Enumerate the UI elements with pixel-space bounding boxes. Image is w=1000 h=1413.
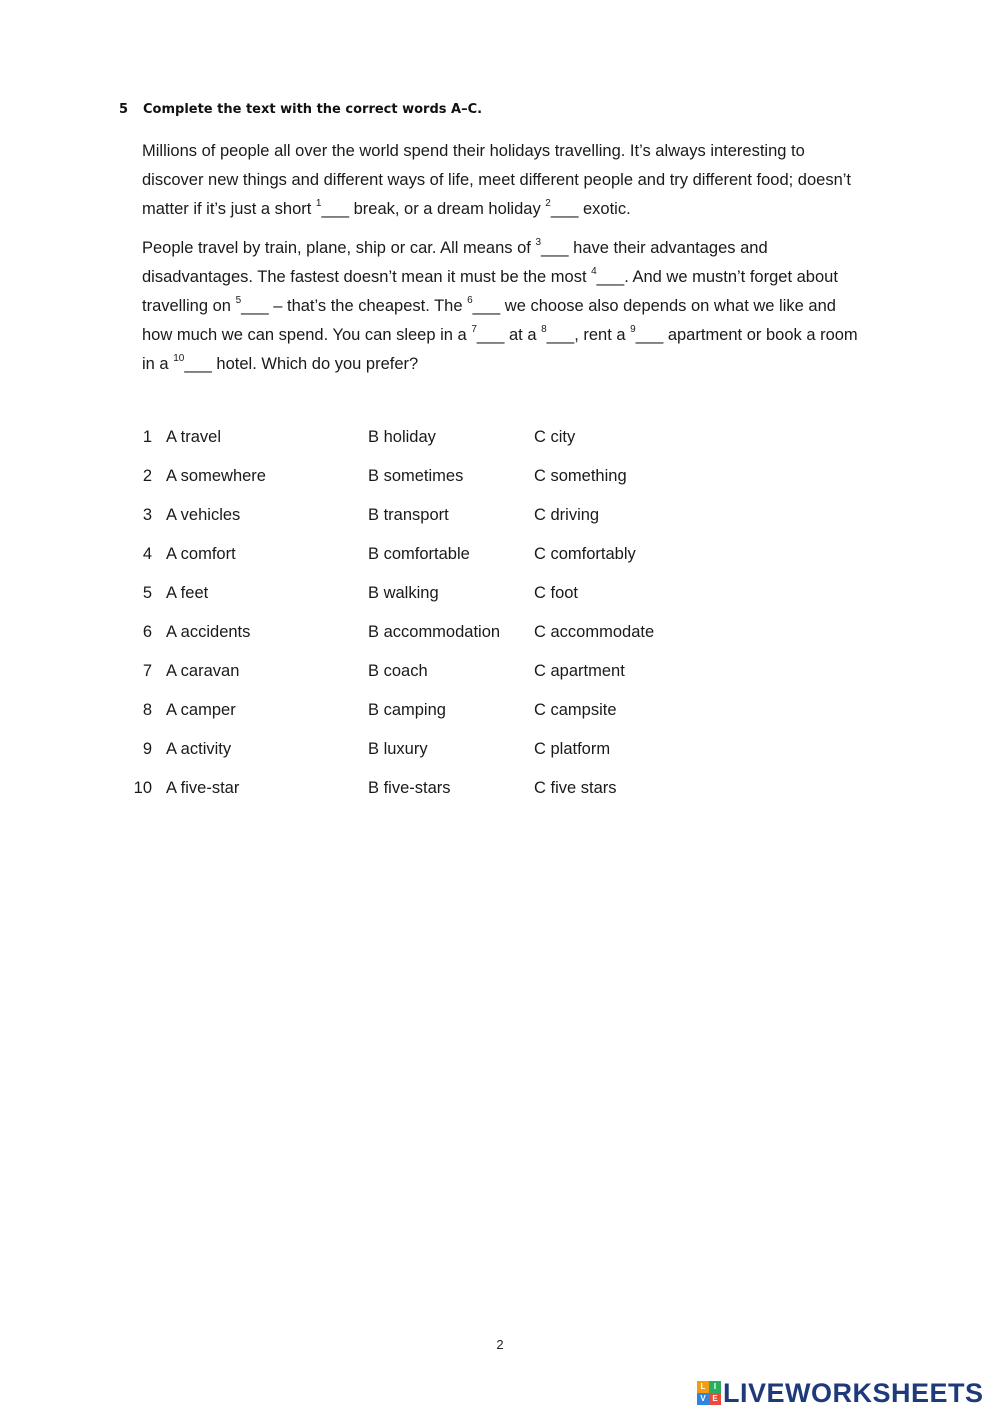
text-line — [142, 195, 902, 224]
option-c[interactable]: C driving — [534, 506, 600, 524]
option-b[interactable]: B transport — [368, 506, 449, 524]
option-a[interactable]: A activity — [166, 740, 232, 758]
text-line — [142, 292, 902, 321]
option-c[interactable]: C platform — [534, 740, 611, 758]
text-line: Millions of people all over the world spend their holidays travelling. It’s always interesting to — [142, 142, 805, 160]
question-number: 5 — [142, 584, 152, 602]
text-fragment: ___ hotel. Which do you prefer? — [184, 355, 419, 373]
option-c[interactable]: C comfortably — [534, 545, 636, 563]
text-fragment: travelling on — [142, 297, 236, 315]
logo-mark-letter: E — [709, 1393, 721, 1405]
option-c[interactable]: C accommodate — [534, 623, 655, 641]
option-b[interactable]: B luxury — [368, 740, 428, 758]
text-fragment: People travel by train, plane, ship or car. All means of — [142, 239, 536, 257]
question-number: 9 — [142, 740, 152, 758]
text-fragment: disadvantages. The fastest doesn’t mean it must be the most — [142, 268, 592, 286]
gap-number-6: 6 — [467, 294, 473, 306]
option-c[interactable]: C apartment — [534, 662, 625, 680]
text-fragment: ___ break, or a dream holiday — [321, 200, 546, 218]
text-fragment: ___, rent a — [546, 326, 631, 344]
gap-number-10: 10 — [173, 352, 185, 364]
exercise-number: 5 — [119, 102, 129, 117]
logo-text: LIVEWORKSHEETS — [723, 1377, 984, 1408]
option-a[interactable]: A vehicles — [166, 506, 241, 524]
question-number: 3 — [142, 506, 152, 524]
text-line — [142, 234, 902, 263]
gap-number-9: 9 — [630, 323, 636, 335]
text-fragment: ___ have their advantages and — [541, 239, 768, 257]
text-line — [142, 350, 902, 379]
logo-mark-letter: I — [709, 1381, 721, 1393]
option-b[interactable]: B holiday — [368, 428, 436, 446]
exercise-heading — [119, 102, 482, 117]
question-number: 1 — [142, 428, 152, 446]
liveworksheets-logo — [697, 1376, 984, 1410]
text-fragment: ___ apartment or book a room — [635, 326, 858, 344]
question-number: 10 — [133, 779, 152, 797]
option-b[interactable]: B walking — [368, 584, 439, 602]
gap-number-4: 4 — [591, 265, 597, 277]
gap-number-2: 2 — [545, 197, 551, 209]
option-a[interactable]: A accidents — [166, 623, 251, 641]
option-a[interactable]: A five-star — [166, 779, 240, 797]
option-a[interactable]: A comfort — [166, 545, 236, 563]
option-a[interactable]: A camper — [166, 701, 236, 719]
option-b[interactable]: B five-stars — [368, 779, 451, 797]
gap-number-1: 1 — [315, 197, 322, 209]
text-fragment: ___. And we mustn’t forget about — [596, 268, 838, 286]
option-a[interactable]: A somewhere — [166, 467, 266, 485]
page-number: 2 — [496, 1337, 504, 1352]
option-b[interactable]: B coach — [368, 662, 428, 680]
option-b[interactable]: B comfortable — [368, 545, 470, 563]
text-line — [142, 263, 902, 292]
option-c[interactable]: C foot — [534, 584, 579, 602]
question-number: 6 — [142, 623, 152, 641]
text-paragraph-2 — [142, 234, 902, 379]
text-fragment: matter if it’s just a short — [142, 200, 316, 218]
text-line — [142, 321, 902, 350]
logo-mark-letter: L — [697, 1381, 709, 1393]
text-fragment: ___ at a — [476, 326, 542, 344]
text-line: discover new things and different ways of life, meet different people and try different food; doesn’t — [142, 171, 852, 189]
option-c[interactable]: C city — [534, 428, 576, 446]
option-b[interactable]: B camping — [368, 701, 446, 719]
liveworksheets-logo-icon — [697, 1381, 721, 1405]
option-c[interactable]: C campsite — [534, 701, 617, 719]
question-number: 2 — [142, 467, 152, 485]
text-fragment: ___ – that’s the cheapest. The — [241, 297, 468, 315]
option-c[interactable]: C something — [534, 467, 627, 485]
option-a[interactable]: A travel — [166, 428, 222, 446]
exercise-instruction: Complete the text with the correct words A–C. — [143, 102, 483, 117]
gap-number-5: 5 — [235, 294, 242, 306]
gap-number-8: 8 — [541, 323, 547, 335]
question-number: 7 — [142, 662, 152, 680]
question-number: 4 — [142, 545, 152, 563]
option-b[interactable]: B sometimes — [368, 467, 464, 485]
gap-number-7: 7 — [471, 323, 477, 335]
text-paragraph-1 — [142, 137, 902, 224]
option-c[interactable]: C five stars — [534, 779, 617, 797]
question-number: 8 — [142, 701, 152, 719]
option-b[interactable]: B accommodation — [368, 623, 501, 641]
text-fragment: ___ exotic. — [550, 200, 631, 218]
gap-number-3: 3 — [535, 236, 542, 248]
logo-mark-letter: V — [697, 1393, 709, 1405]
text-fragment: in a — [142, 355, 174, 373]
text-fragment: how much we can spend. You can sleep in a — [142, 326, 472, 344]
option-a[interactable]: A feet — [166, 584, 209, 602]
option-a[interactable]: A caravan — [166, 662, 240, 680]
text-fragment: ___ we choose also depends on what we like and — [472, 297, 836, 315]
